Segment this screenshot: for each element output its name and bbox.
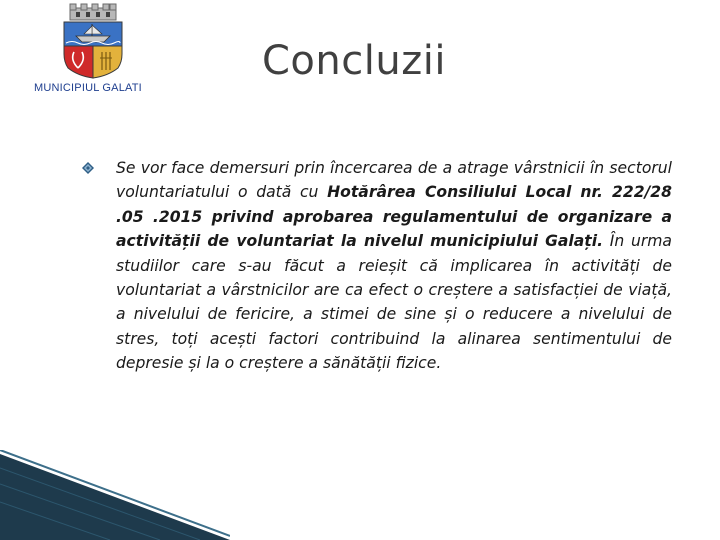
- diamond-bullet-icon: [82, 162, 94, 174]
- bullet-text-conclusion: În urma studiilor care s-au făcut a reieșit că implicarea în activități de voluntariat a vârstnicilor are ca efect o creștere a satisfacției de viață, a nivelului de fericire, a stimei de sine și o reducere a nivelului de stres, toți acești factori contribuind la alinarea sentimentului de depresie și la o creștere a sănătății fizice.: [116, 232, 672, 373]
- municipality-logo: [22, 2, 162, 102]
- logo-caption: MUNICIPIUL GALATI: [34, 82, 142, 94]
- bullet-text-bold-reference: Hotărârea Consiliului Local nr. 222/28 .05 .2015 privind aprobarea regulamentului de organizare a activității de voluntariat la nivelul municipiului Galați.: [116, 183, 672, 251]
- page-title: Concluzii: [262, 38, 446, 84]
- decorative-corner-shape: [0, 450, 230, 540]
- bullet-item: [82, 156, 674, 376]
- bullet-text: [116, 156, 672, 376]
- galati-coat-of-arms-icon: [48, 2, 138, 82]
- bullet-text-intro: Se vor face demersuri prin încercarea de a atrage vârstnicii în sectorul voluntariatului o dată cu: [116, 159, 672, 202]
